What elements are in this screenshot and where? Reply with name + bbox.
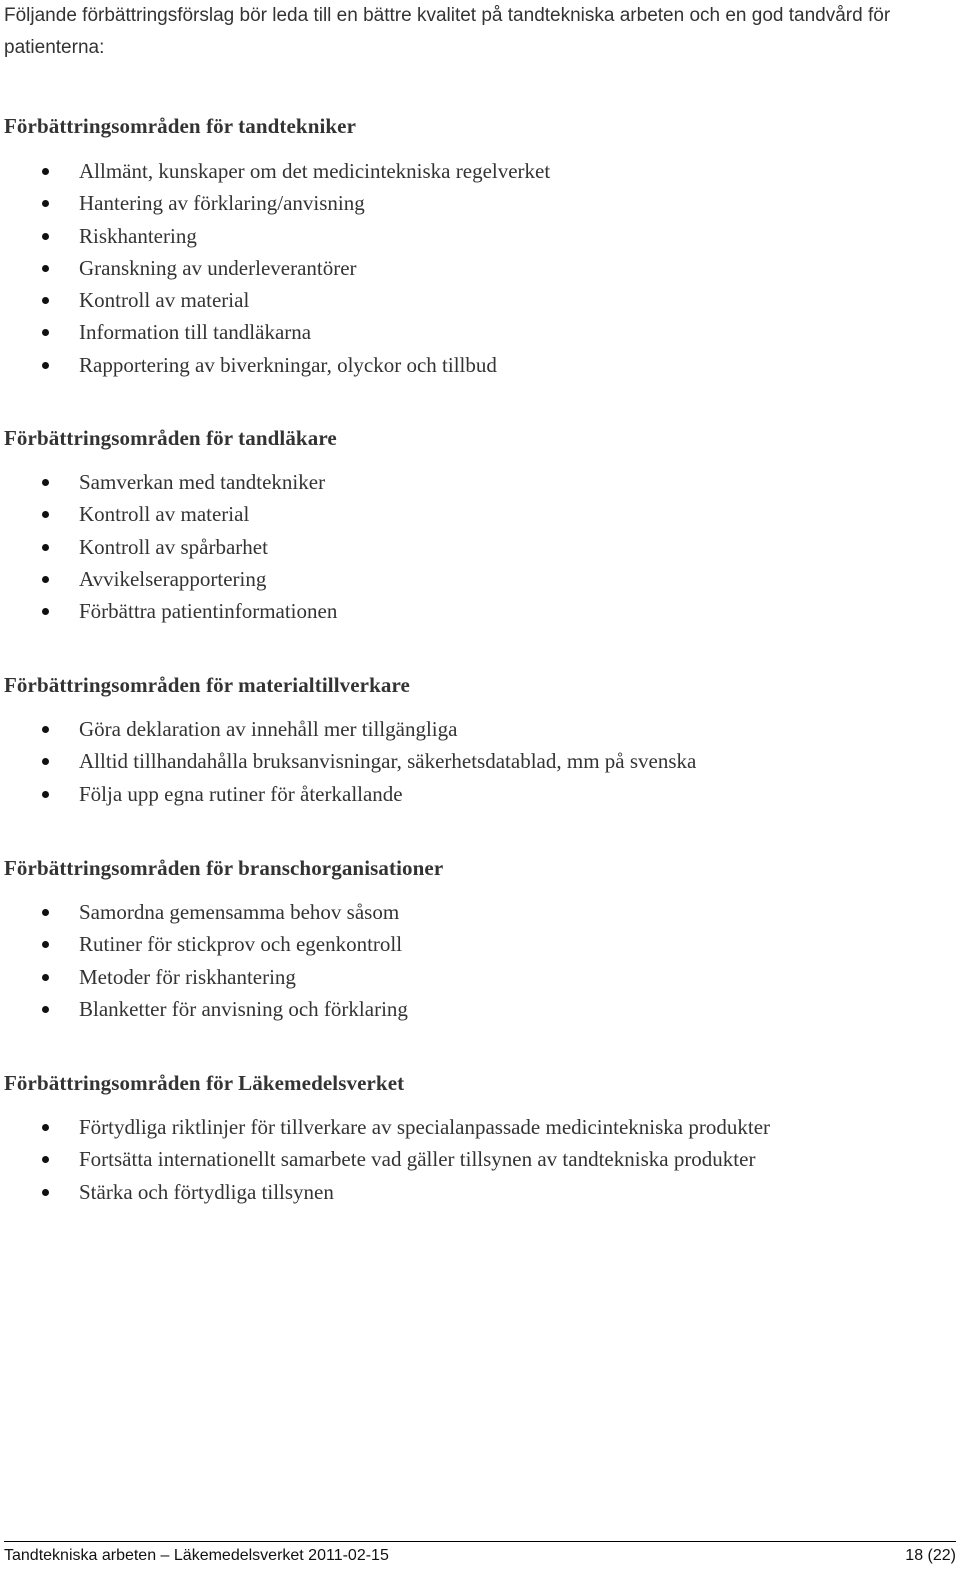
bullet-icon (42, 362, 49, 369)
bullet-icon (42, 265, 49, 272)
bullet-icon (42, 576, 49, 583)
list-item: Allmänt, kunskaper om det medicintekniska regelverket (4, 155, 550, 187)
list-item: Samordna gemensamma behov såsom (4, 896, 408, 928)
list-item: Förbättra patientinformationen (4, 595, 337, 627)
list-item: Rapportering av biverkningar, olyckor och tillbud (4, 349, 550, 381)
list-item: Information till tandläkarna (4, 316, 550, 348)
list-item: Göra deklaration av innehåll mer tillgängliga (4, 713, 696, 745)
list-item: Rutiner för stickprov och egenkontroll (4, 928, 408, 960)
bullet-icon (42, 941, 49, 948)
list-item: Blanketter för anvisning och förklaring (4, 993, 408, 1025)
list-item: Metoder för riskhantering (4, 961, 408, 993)
list-item: Granskning av underleverantörer (4, 252, 550, 284)
bullet-icon (42, 200, 49, 207)
bullet-list (4, 1111, 770, 1208)
bullet-list (4, 466, 337, 627)
footer-document-title: Tandtekniska arbeten – Läkemedelsverket 2011-02-15 (4, 1547, 389, 1564)
list-item: Förtydliga riktlinjer för tillverkare av specialanpassade medicintekniska produkter (4, 1111, 770, 1143)
bullet-icon (42, 974, 49, 981)
list-item: Hantering av förklaring/anvisning (4, 187, 550, 219)
bullet-icon (42, 511, 49, 518)
section-tandtekniker (4, 113, 954, 377)
intro-paragraph: Följande förbättringsförslag bör leda till en bättre kvalitet på tandtekniska arbeten och en god tandvård för patienterna: (4, 5, 891, 58)
list-item: Fortsätta internationellt samarbete vad gäller tillsynen av tandtekniska produkter (4, 1143, 770, 1175)
bullet-icon (42, 1189, 49, 1196)
bullet-icon (42, 1124, 49, 1131)
section-materialtillverkare (4, 672, 954, 806)
section-heading: Förbättringsområden för tandtekniker (4, 114, 357, 138)
list-item: Riskhantering (4, 220, 550, 252)
bullet-icon (42, 608, 49, 615)
section-tandlakare (4, 425, 954, 624)
bullet-icon (42, 758, 49, 765)
list-item: Samverkan med tandtekniker (4, 466, 337, 498)
section-heading: Förbättringsområden för tandläkare (4, 426, 337, 450)
bullet-icon (42, 297, 49, 304)
list-item: Stärka och förtydliga tillsynen (4, 1176, 770, 1208)
bullet-list (4, 155, 550, 381)
bullet-icon (42, 168, 49, 175)
section-branschorganisationer (4, 855, 954, 1021)
list-item: Kontroll av spårbarhet (4, 531, 337, 563)
section-heading: Förbättringsområden för Läkemedelsverket (4, 1071, 405, 1095)
bullet-list (4, 896, 408, 1025)
bullet-icon (42, 726, 49, 733)
bullet-icon (42, 233, 49, 240)
bullet-icon (42, 1006, 49, 1013)
section-lakemedelsverket (4, 1070, 954, 1204)
bullet-list (4, 713, 696, 810)
list-item: Avvikelserapportering (4, 563, 337, 595)
page-footer (4, 1541, 956, 1568)
list-item: Alltid tillhandahålla bruksanvisningar, säkerhetsdatablad, mm på svenska (4, 745, 696, 777)
list-item: Kontroll av material (4, 284, 550, 316)
bullet-icon (42, 544, 49, 551)
bullet-icon (42, 791, 49, 798)
section-heading: Förbättringsområden för materialtillverkare (4, 673, 410, 697)
list-item: Kontroll av material (4, 498, 337, 530)
bullet-icon (42, 909, 49, 916)
bullet-icon (42, 329, 49, 336)
bullet-icon (42, 1156, 49, 1163)
footer-page-number: 18 (22) (905, 1547, 956, 1564)
bullet-icon (42, 479, 49, 486)
section-heading: Förbättringsområden för branschorganisationer (4, 856, 444, 880)
list-item: Följa upp egna rutiner för återkallande (4, 778, 696, 810)
